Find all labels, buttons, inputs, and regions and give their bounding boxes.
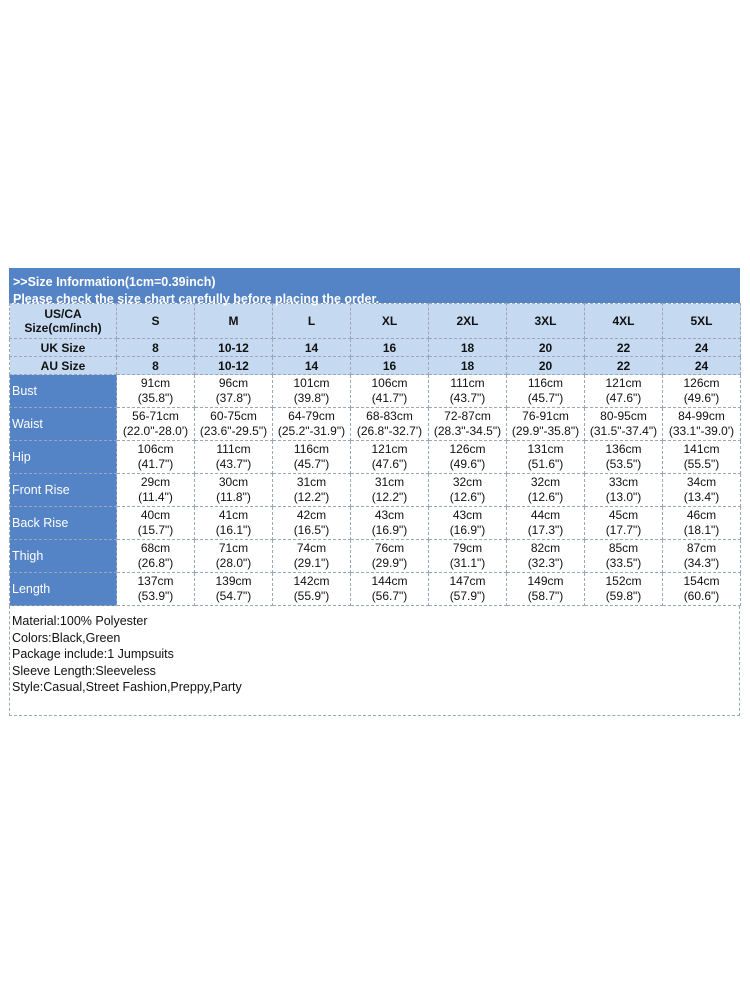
us-size-label-line2: Size(cm/inch) xyxy=(24,321,102,335)
measurement-cell xyxy=(117,573,195,606)
au-size-cell: 20 xyxy=(507,357,585,375)
uk-size-cell: 8 xyxy=(117,339,195,357)
measurement-cell xyxy=(585,573,663,606)
measurement-inch: (16.5") xyxy=(293,523,330,537)
au-size-cell: 8 xyxy=(117,357,195,375)
us-size-label-line1: US/CA xyxy=(44,307,82,321)
measurement-label: Length xyxy=(10,573,117,606)
note-line: Sleeve Length:Sleeveless xyxy=(12,663,156,678)
uk-size-cell: 16 xyxy=(351,339,429,357)
measurement-cm: 79cm xyxy=(452,541,483,555)
measurement-label: Thigh xyxy=(10,540,117,573)
measurement-row-thigh xyxy=(10,540,741,573)
measurement-inch: (60.6") xyxy=(683,589,720,603)
measurement-cm: 147cm xyxy=(449,574,486,588)
measurement-cell xyxy=(663,441,741,474)
au-size-cell: 10-12 xyxy=(195,357,273,375)
measurement-cm: 32cm xyxy=(530,475,561,489)
measurement-cell xyxy=(663,540,741,573)
measurement-cell xyxy=(507,441,585,474)
measurement-cm: 154cm xyxy=(683,574,720,588)
measurement-cm: 121cm xyxy=(605,376,642,390)
au-size-cell: 24 xyxy=(663,357,741,375)
measurement-cell xyxy=(195,408,273,441)
measurement-cm: 43cm xyxy=(452,508,483,522)
measurement-cell xyxy=(663,573,741,606)
measurement-cm: 68cm xyxy=(140,541,171,555)
measurement-inch: (32.3") xyxy=(527,556,564,570)
measurement-inch: (26.8"-32.7') xyxy=(356,424,423,438)
measurement-inch: (45.7") xyxy=(293,457,330,471)
measurement-cell xyxy=(351,408,429,441)
measurement-cell xyxy=(429,375,507,408)
measurement-inch: (56.7") xyxy=(371,589,408,603)
measurement-cm: 85cm xyxy=(608,541,639,555)
measurement-cm: 43cm xyxy=(374,508,405,522)
us-size-row xyxy=(10,304,741,339)
measurement-cm: 32cm xyxy=(452,475,483,489)
measurement-cell xyxy=(195,375,273,408)
measurement-cm: 116cm xyxy=(293,442,330,456)
measurement-cell xyxy=(663,474,741,507)
measurement-cell xyxy=(507,573,585,606)
measurement-inch: (59.8") xyxy=(605,589,642,603)
measurement-inch: (45.7") xyxy=(527,391,564,405)
measurement-cell xyxy=(273,573,351,606)
measurement-cell xyxy=(585,507,663,540)
measurement-cell xyxy=(195,441,273,474)
measurement-cell xyxy=(429,507,507,540)
measurement-cell xyxy=(195,507,273,540)
measurement-cm: 111cm xyxy=(450,376,485,390)
au-size-row xyxy=(10,357,741,375)
measurement-cm: 137cm xyxy=(137,574,174,588)
measurement-cell xyxy=(585,474,663,507)
measurement-cm: 126cm xyxy=(683,376,720,390)
measurement-cell xyxy=(117,441,195,474)
measurement-cm: 30cm xyxy=(218,475,249,489)
measurement-cell xyxy=(117,375,195,408)
measurement-cm: 60-75cm xyxy=(210,409,257,423)
measurement-cell xyxy=(195,573,273,606)
measurement-inch: (34.3") xyxy=(683,556,720,570)
measurement-inch: (35.8") xyxy=(137,391,174,405)
measurement-inch: (33.1"-39.0') xyxy=(668,424,735,438)
us-size-cell: 2XL xyxy=(429,304,507,339)
measurement-cell xyxy=(507,408,585,441)
us-size-cell: 4XL xyxy=(585,304,663,339)
measurement-cm: 76-91cm xyxy=(522,409,569,423)
measurement-cm: 91cm xyxy=(140,376,171,390)
measurement-cm: 121cm xyxy=(371,442,408,456)
measurement-inch: (43.7") xyxy=(449,391,486,405)
us-size-label xyxy=(10,304,117,339)
us-size-cell: XL xyxy=(351,304,429,339)
measurement-cm: 139cm xyxy=(215,574,252,588)
measurement-cm: 33cm xyxy=(608,475,639,489)
measurement-inch: (12.6") xyxy=(449,490,486,504)
measurement-cm: 34cm xyxy=(686,475,717,489)
note-line: Colors:Black,Green xyxy=(12,630,121,645)
measurement-cm: 42cm xyxy=(296,508,327,522)
measurement-cm: 74cm xyxy=(296,541,327,555)
measurement-cm: 152cm xyxy=(605,574,642,588)
measurement-row-hip xyxy=(10,441,741,474)
measurement-row-length xyxy=(10,573,741,606)
measurement-cm: 56-71cm xyxy=(132,409,179,423)
measurement-inch: (53.9") xyxy=(137,589,174,603)
measurement-inch: (31.1") xyxy=(449,556,486,570)
measurement-cm: 76cm xyxy=(374,541,405,555)
measurement-cell xyxy=(273,474,351,507)
measurement-cm: 44cm xyxy=(530,508,561,522)
measurement-cm: 111cm xyxy=(216,442,251,456)
measurement-inch: (28.0") xyxy=(215,556,252,570)
measurement-cm: 96cm xyxy=(218,376,249,390)
measurement-cm: 72-87cm xyxy=(444,409,491,423)
note-line: Material:100% Polyester xyxy=(12,614,148,628)
us-size-cell: S xyxy=(117,304,195,339)
measurement-cm: 149cm xyxy=(527,574,564,588)
us-size-cell: L xyxy=(273,304,351,339)
measurement-inch: (57.9") xyxy=(449,589,486,603)
measurement-inch: (29.1") xyxy=(293,556,330,570)
measurement-cell xyxy=(663,507,741,540)
measurement-row-waist xyxy=(10,408,741,441)
measurement-inch: (18.1") xyxy=(683,523,720,537)
measurement-cell xyxy=(117,540,195,573)
measurement-inch: (55.9") xyxy=(293,589,330,603)
measurement-cm: 80-95cm xyxy=(600,409,647,423)
measurement-cm: 71cm xyxy=(218,541,249,555)
measurement-cm: 68-83cm xyxy=(366,409,413,423)
measurement-cell xyxy=(351,573,429,606)
measurement-cell xyxy=(351,540,429,573)
measurement-inch: (43.7") xyxy=(215,457,252,471)
measurement-inch: (22.0"-28.0') xyxy=(122,424,189,438)
measurement-inch: (41.7") xyxy=(137,457,174,471)
measurement-inch: (54.7") xyxy=(215,589,252,603)
measurement-cm: 41cm xyxy=(218,508,249,522)
au-size-cell: 14 xyxy=(273,357,351,375)
note-line: Style:Casual,Street Fashion,Preppy,Party xyxy=(12,680,242,694)
measurement-inch: (28.3"-34.5") xyxy=(433,424,502,438)
measurement-inch: (13.0") xyxy=(605,490,642,504)
measurement-inch: (17.3") xyxy=(527,523,564,537)
measurement-cm: 31cm xyxy=(374,475,405,489)
measurement-inch: (16.1") xyxy=(215,523,252,537)
measurement-inch: (49.6") xyxy=(449,457,486,471)
measurement-inch: (55.5") xyxy=(683,457,720,471)
measurement-cell xyxy=(429,408,507,441)
measurement-inch: (29.9") xyxy=(371,556,408,570)
measurement-cell xyxy=(429,474,507,507)
measurement-cell xyxy=(429,573,507,606)
size-info-subtitle: Please check the size chart carefully before placing the order. xyxy=(13,292,380,306)
size-chart xyxy=(9,268,740,716)
us-size-cell: 3XL xyxy=(507,304,585,339)
measurement-label: Front Rise xyxy=(10,474,117,507)
measurement-row-front-rise xyxy=(10,474,741,507)
measurement-inch: (13.4") xyxy=(683,490,720,504)
measurement-cell xyxy=(273,441,351,474)
measurement-cell xyxy=(273,507,351,540)
measurement-cm: 126cm xyxy=(449,442,486,456)
uk-size-cell: 10-12 xyxy=(195,339,273,357)
measurement-cell xyxy=(429,441,507,474)
measurement-cm: 116cm xyxy=(527,376,564,390)
measurement-cell xyxy=(351,507,429,540)
measurement-inch: (11.8") xyxy=(216,490,251,504)
measurement-inch: (53.5") xyxy=(605,457,642,471)
measurement-cm: 45cm xyxy=(608,508,639,522)
measurement-cell xyxy=(351,441,429,474)
measurement-cm: 29cm xyxy=(140,475,171,489)
measurement-cell xyxy=(585,540,663,573)
measurement-inch: (26.8") xyxy=(137,556,174,570)
measurement-cell xyxy=(195,540,273,573)
measurement-cell xyxy=(351,375,429,408)
measurement-cell xyxy=(507,507,585,540)
uk-size-cell: 14 xyxy=(273,339,351,357)
measurement-inch: (11.4") xyxy=(138,490,173,504)
measurement-inch: (49.6") xyxy=(683,391,720,405)
measurement-cm: 144cm xyxy=(371,574,408,588)
measurement-cell xyxy=(429,540,507,573)
measurement-cm: 101cm xyxy=(293,376,330,390)
measurement-cell xyxy=(273,408,351,441)
measurement-inch: (47.6") xyxy=(605,391,642,405)
measurement-cm: 31cm xyxy=(296,475,327,489)
measurement-cell xyxy=(507,540,585,573)
measurement-cm: 142cm xyxy=(293,574,330,588)
measurement-cm: 87cm xyxy=(686,541,717,555)
measurement-cell xyxy=(273,540,351,573)
measurement-inch: (37.8") xyxy=(215,391,252,405)
measurement-inch: (41.7") xyxy=(371,391,408,405)
measurement-cm: 84-99cm xyxy=(678,409,725,423)
measurement-inch: (17.7") xyxy=(605,523,642,537)
measurement-cell xyxy=(663,408,741,441)
measurement-cm: 82cm xyxy=(530,541,561,555)
measurement-inch: (58.7") xyxy=(527,589,564,603)
uk-size-cell: 20 xyxy=(507,339,585,357)
au-size-cell: 16 xyxy=(351,357,429,375)
measurement-cell xyxy=(585,441,663,474)
measurement-inch: (15.7") xyxy=(137,523,174,537)
au-size-cell: 18 xyxy=(429,357,507,375)
uk-size-label: UK Size xyxy=(10,339,117,357)
measurement-cell xyxy=(117,408,195,441)
measurement-inch: (39.8") xyxy=(293,391,330,405)
measurement-inch: (12.6") xyxy=(527,490,564,504)
measurement-inch: (12.2") xyxy=(293,490,330,504)
au-size-label: AU Size xyxy=(10,357,117,375)
measurement-cm: 131cm xyxy=(527,442,564,456)
measurement-inch: (16.9") xyxy=(449,523,486,537)
measurement-row-back-rise xyxy=(10,507,741,540)
measurement-cell xyxy=(585,408,663,441)
measurement-cell xyxy=(585,375,663,408)
measurement-cm: 40cm xyxy=(140,508,171,522)
measurement-inch: (33.5") xyxy=(605,556,642,570)
measurement-cm: 106cm xyxy=(371,376,408,390)
measurement-cell xyxy=(351,474,429,507)
measurement-label: Bust xyxy=(10,375,117,408)
uk-size-row xyxy=(10,339,741,357)
measurement-cell xyxy=(195,474,273,507)
measurement-cm: 141cm xyxy=(683,442,720,456)
measurement-inch: (29.9"-35.8") xyxy=(511,424,580,438)
measurement-inch: (31.5"-37.4") xyxy=(589,424,658,438)
measurement-label: Waist xyxy=(10,408,117,441)
measurement-inch: (12.2") xyxy=(371,490,408,504)
measurement-cell xyxy=(663,375,741,408)
measurement-inch: (16.9") xyxy=(371,523,408,537)
product-notes xyxy=(9,606,740,716)
uk-size-cell: 22 xyxy=(585,339,663,357)
measurement-row-bust xyxy=(10,375,741,408)
measurement-label: Back Rise xyxy=(10,507,117,540)
measurement-cell xyxy=(507,375,585,408)
measurement-inch: (51.6") xyxy=(527,457,564,471)
au-size-cell: 22 xyxy=(585,357,663,375)
measurement-inch: (23.6"-29.5") xyxy=(199,424,268,438)
us-size-cell: 5XL xyxy=(663,304,741,339)
measurement-cell xyxy=(273,375,351,408)
size-info-title: >>Size Information(1cm=0.39inch) xyxy=(13,275,216,289)
uk-size-cell: 24 xyxy=(663,339,741,357)
measurement-cell xyxy=(117,474,195,507)
uk-size-cell: 18 xyxy=(429,339,507,357)
measurement-cm: 106cm xyxy=(137,442,174,456)
size-table xyxy=(9,303,741,606)
measurement-cm: 64-79cm xyxy=(288,409,335,423)
us-size-cell: M xyxy=(195,304,273,339)
measurement-cm: 46cm xyxy=(686,508,717,522)
measurement-cell xyxy=(117,507,195,540)
measurement-cell xyxy=(507,474,585,507)
note-line: Package include:1 Jumpsuits xyxy=(12,647,174,661)
measurement-inch: (25.2"-31.9") xyxy=(277,424,346,438)
measurement-cm: 136cm xyxy=(605,442,642,456)
measurement-inch: (47.6") xyxy=(371,457,408,471)
measurement-label: Hip xyxy=(10,441,117,474)
size-info-header xyxy=(9,268,740,306)
